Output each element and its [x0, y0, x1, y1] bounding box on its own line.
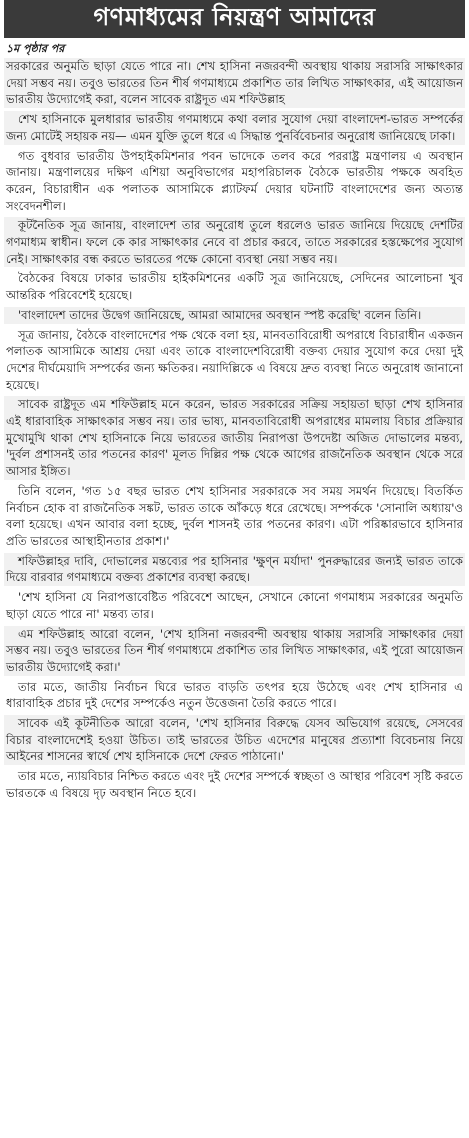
paragraph: 'বাংলাদেশ তাদের উদ্বেগ জানিয়েছে, আমরা আমাদের অবস্থান স্পষ্ট করেছি' বলেন তিনি। — [4, 307, 465, 324]
headline: গণমাধ্যমের নিয়ন্ত্রণ আমাদের — [4, 0, 465, 38]
paragraph: সাবেক এই কূটনীতিক আরো বলেন, 'শেখ হাসিনার বিরুদ্ধে যেসব অভিযোগ রয়েছে, সেসবের বিচার বাংলাদেশেই হওয়া উচিত। তাই ভারতের উচিত এদেশের মানুষের প্রত্যাশা বিবেচনায় নিয়ে আইনের শাসনের স্বার্থে শেখ হাসিনাকে দেশে ফেরত পাঠানো।' — [6, 716, 463, 764]
paragraph: তার মতে, ন্যায়বিচার নিশ্চিত করতে এবং দুই দেশের সম্পর্কে স্বচ্ছতা ও আস্থার পরিবেশ সৃষ্টি করতে ভারতকে এ বিষয়ে দৃঢ় অবস্থান নিতে হবে। — [6, 769, 463, 800]
paragraph: এম শফিউল্লাহ আরো বলেন, 'শেখ হাসিনা নজরবন্দী অবস্থায় থাকায় সরাসরি সাক্ষাৎকার দেয়া সম্ভব নয়। তবুও ভারতের তিন শীর্ষ গণমাধ্যমে প্রকাশিত তার লিখিত সাক্ষাৎকার, এই পুরো আয়োজন ভারতীয় উদ্যোগেই করা।' — [6, 626, 463, 674]
paragraph: কূটনৈতিক সূত্র জানায়, বাংলাদেশ তার অনুরোধ তুলে ধরলেও ভারত জানিয়ে দিয়েছে দেশটির গণমাধ্যম স্বাধীন। ফলে কে কার সাক্ষাৎকার নেবে বা প্রচার করবে, তাতে সরকারের হস্তক্ষেপের সুযোগ নেই। সাক্ষাৎকার বন্ধ করতে ভারতের পক্ষে কোনো ব্যবস্থা নেয়া সম্ভব নয়। — [6, 218, 463, 266]
paragraph: সরকারের অনুমতি ছাড়া যেতে পারে না। শেখ হাসিনা নজরবন্দী অবস্থায় থাকায় সরাসরি সাক্ষাৎকার দেয়া সম্ভব নয়। তবুও ভারতের তিন শীর্ষ গণমাধ্যমে প্রকাশিত তার লিখিত সাক্ষাৎকার, এই আয়োজন ভারতীয় উদ্যোগেই করা, বলেন সাবেক রাষ্ট্রদূত এম শফিউল্লাহ — [6, 59, 463, 107]
paragraph: শফিউল্লাহর দাবি, দোভালের মন্তব্যের পর হাসিনার 'ক্ষুণ্ন মর্যাদা' পুনরুদ্ধারের জন্যই ভারত তাকে দিয়ে বারবার গণমাধ্যমে বক্তব্য প্রকাশের ব্যবস্থা করছে। — [6, 553, 463, 585]
article-body — [4, 58, 465, 802]
paragraph: তিনি বলেন, 'গত ১৫ বছর ভারত শেখ হাসিনার সরকারকে সব সময় সমর্থন দিয়েছে। বিতর্কিত নির্বাচন হোক বা রাজনৈতিক সঙ্কট, ভারত তাকে আঁকড়ে ধরে রেখেছে। সম্পর্ককে 'সোনালি অধ্যায়'ও বলা হয়েছে। এখন আবার বলা হচ্ছে, দুর্বল শাসনই তার পতনের কারণ। এটা পরিষ্কারভাবে হাসিনার প্রতি ভারতের আস্থাহীনতার প্রকাশ।' — [6, 483, 463, 548]
continuation-label: ১ম পৃষ্ঠার পর — [6, 42, 65, 55]
paragraph: 'শেখ হাসিনা যে নিরাপত্তাবেষ্টিত পরিবেশে আছেন, সেখানে কোনো গণমাধ্যম সরকারের অনুমতি ছাড়া যেতে পারে না' মন্তব্য তার। — [6, 590, 463, 621]
paragraph: সাবেক রাষ্ট্রদূত এম শফিউল্লাহ মনে করেন, ভারত সরকারের সক্রিয় সহায়তা ছাড়া শেখ হাসিনার এই ধারাবাহিক সাক্ষাৎকার সম্ভব নয়। তার ভাষ্য, মানবতাবিরোধী অপরাধের মামলায় বিচার প্রক্রিয়ার মুখোমুখি থাকা শেখ হাসিনাকে নিয়ে ভারতের জাতীয় নিরাপত্তা উপদেষ্টা অজিত দোভালের মন্তব্য, 'দুর্বল প্রশাসনই তার পতনের কারণ' মূলত দিল্লির পক্ষ থেকে আগের রাজনৈতিক অবস্থান থেকে সরে আসার ইঙ্গিত। — [6, 397, 463, 479]
paragraph: শেখ হাসিনাকে মুলধারার ভারতীয় গণমাধ্যমে কথা বলার সুযোগ দেয়া বাংলাদেশ-ভারত সম্পর্কের জন্য মোটেই সহায়ক নয়— এমন যুক্তি তুলে ধরে এ সিদ্ধান্ত পুনর্বিবেচনার অনুরোধ জানিয়েছে ঢাকা। — [6, 112, 463, 143]
paragraph: গত বুধবার ভারতীয় উপহাইকমিশনার পবন ভাদেকে তলব করে পররাষ্ট্র মন্ত্রণালয় এ অবস্থান জানায়। মন্ত্রণালয়ের দক্ষিণ এশিয়া অনুবিভাগের মহাপরিচালক বৈঠকে ভারতীয় পক্ষকে অবহিত করেন, বিচারাধীন এক পলাতক আসামিকে প্ল্যাটফর্ম দেয়ার ঘটনাটি বাংলাদেশের জন্য অত্যন্ত সংবেদনশীল। — [6, 148, 463, 213]
paragraph: সূত্র জানায়, বৈঠকে বাংলাদেশের পক্ষ থেকে বলা হয়, মানবতাবিরোধী অপরাধে বিচারাধীন একজন পলাতক আসামিকে আশ্রয় দেয়া এবং তাকে বাংলাদেশবিরোধী বক্তব্য দেয়ার সুযোগ করে দেয়া দুই দেশের দীর্ঘমেয়াদি সম্পর্কের জন্য ক্ষতিকর। নয়াদিল্লিকে এ বিষয়ে দ্রুত ব্যবস্থা নিতে অনুরোধ জানানো হয়েছে। — [6, 327, 463, 392]
paragraph: তার মতে, জাতীয় নির্বাচন ঘিরে ভারত বাড়তি তৎপর হয়ে উঠেছে এবং শেখ হাসিনার এ ধারাবাহিক প্রচার দুই দেশের সম্পর্কেও নতুন উত্তেজনা তৈরি করতে পারে। — [6, 679, 463, 711]
paragraph: বৈঠকের বিষয়ে ঢাকার ভারতীয় হাইকমিশনের একটি সূত্র জানিয়েছে, সেদিনের আলোচনা খুব আন্তরিক পরিবেশেই হয়েছে। — [6, 271, 463, 303]
